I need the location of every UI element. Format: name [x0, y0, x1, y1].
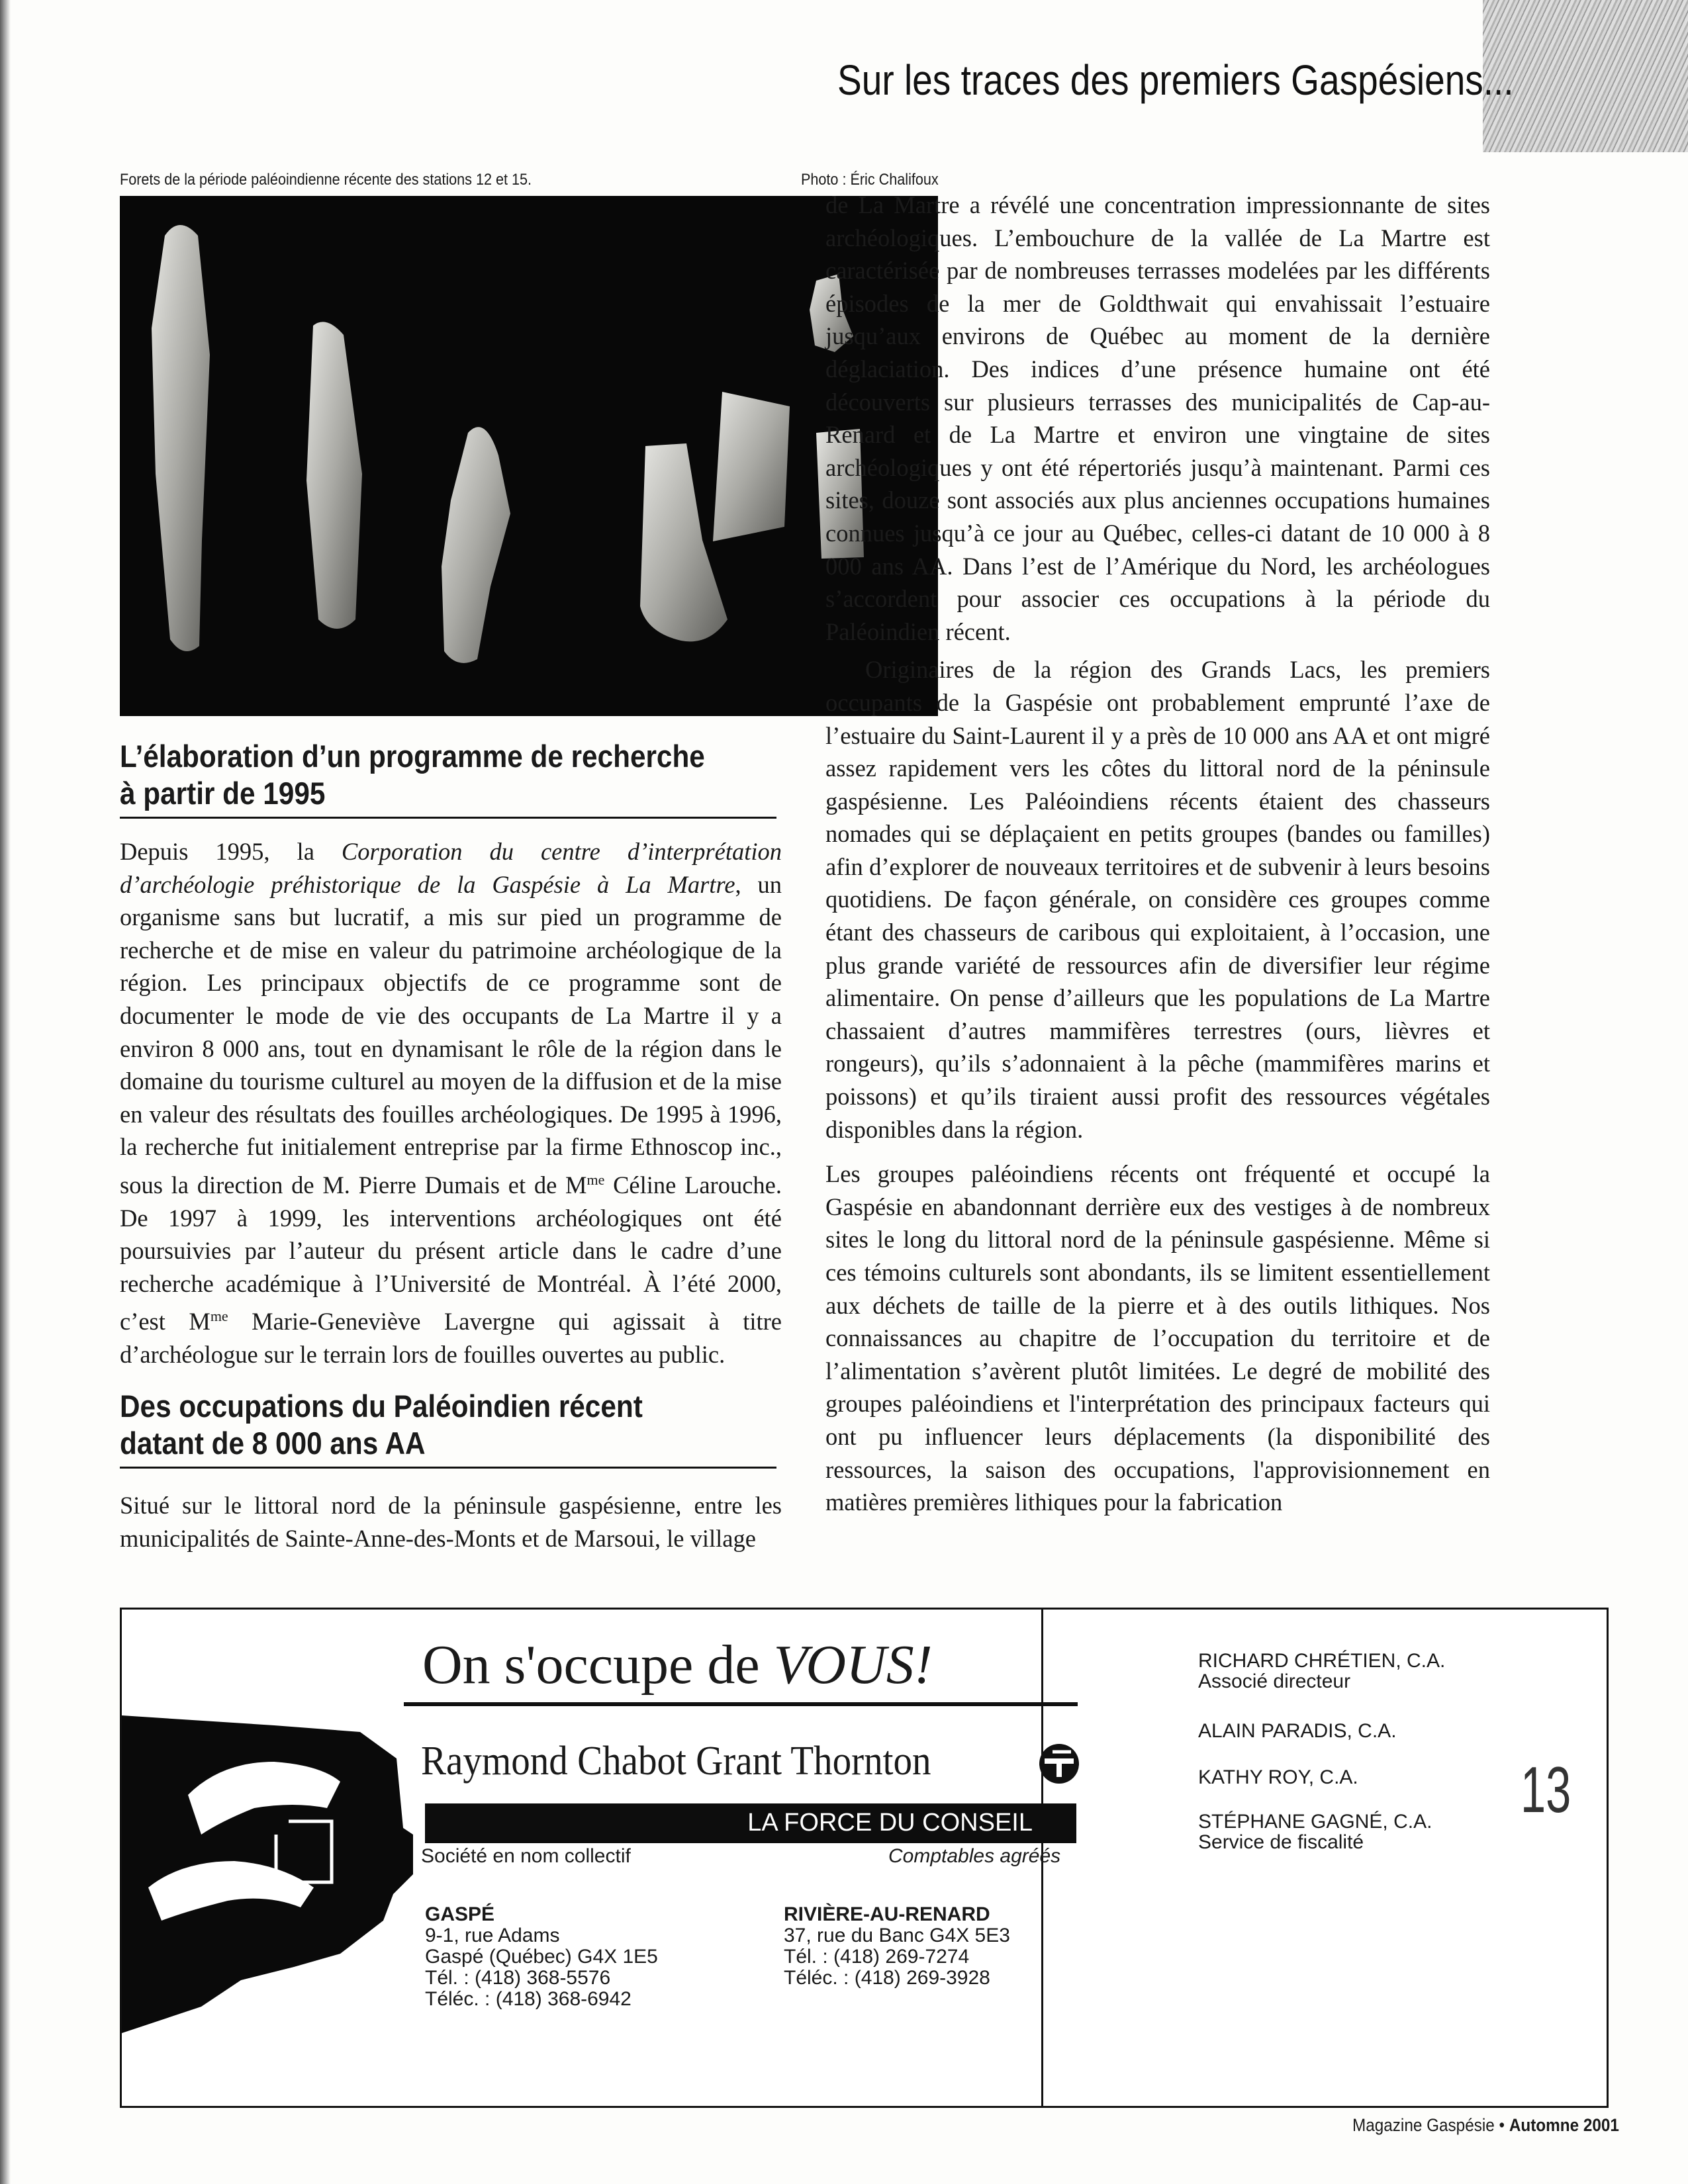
society-label: Société en nom collectif: [421, 1845, 631, 1867]
section-heading-2: Des occupations du Paléoindien récent datant de 8 000 ans AA: [120, 1388, 643, 1461]
office-gaspe: GASPÉ 9-1, rue Adams Gaspé (Québec) G4X 1E5 Tél. : (418) 368-5576 Téléc. : (418) 368-6942: [425, 1903, 658, 2010]
photo-credit: Photo : Éric Chalifoux: [801, 171, 939, 189]
blade-tool-2: [306, 322, 362, 629]
tagline-bar: LA FORCE DU CONSEIL: [425, 1803, 1076, 1843]
paragraph: Originaires de la région des Grands Lacs, les premiers occupants de la Gaspésie ont probablement emprunté l’axe de l’estuaire du Saint-Laurent il y a près de 10 000 ans AA et ont migré assez rapidement vers les côtes du littoral nord de la péninsule gaspésienne. Les Paléoindiens récents étaient des chasseurs nomades qui se déplaçaient en petits groupes (bandes ou familles) afin d’explorer de nouveaux territoires et de subvenir à leurs besoins quotidiens. De façon générale, on considère ces groupes comme étant des chasseurs de caribous qui exploitaient, à l’occasion, une plus grande variété de ressources afin de diversifier leur régime alimentaire. On pense d’ailleurs que les populations de La Martre chassaient d’autres mammifères terrestres (ours, lièvres et rongeurs), qu’ils s’adonnaient à la pêche (mammifères marins et poissons) et qu’ils tiraient aussi profit des ressources végétales disponibles dans la région.: [825, 656, 1490, 1143]
blade-tool-1: [152, 225, 210, 651]
accountants-label: Comptables agréés: [888, 1845, 1061, 1867]
page-footer: Magazine Gaspésie • Automne 2001: [1352, 2115, 1619, 2135]
article-left-column: [120, 835, 782, 1371]
article-right-column: [825, 189, 1490, 1519]
heading-rule: [120, 1467, 776, 1469]
ad-rule: [404, 1702, 1078, 1706]
paragraph: Depuis 1995, la Corporation du centre d’interprétation d’archéologie préhistorique de la Gaspésie à La Martre, un organisme sans but lucratif, a mis sur pied un programme de recherche et de mise en valeur du patrimoine archéologique de la région. Les principaux objectifs de ce programme sont de documenter le mode de vie des occupants de La Martre il y a environ 8 000 ans, tout en dynamisant le rôle de la région dans le domaine du tourisme culturel au moyen de la diffusion et de la mise en valeur des résultats des fouilles archéologiques. De 1995 à 1996, la recherche fut initialement entreprise par la firme Ethnoscop inc., sous la direction de M. Pierre Dumais et de $M^{me}$ Céline Larouche. De 1997 à 1999, les interventions archéologiques ont été poursuivies par l’auteur du présent article dans le cadre d’une recherche académique à l’Université de Montréal. À l’été 2000, c’est $M^{me}$ Marie-Geneviève Lavergne qui agissait à titre d’archéologue sur le terrain lors de fouilles ouvertes au public.: [120, 838, 782, 1369]
office-riviere-au-renard: RIVIÈRE-AU-RENARD 37, rue du Banc G4X 5E3 Tél. : (418) 269-7274 Téléc. : (418) 269-3928: [784, 1903, 1010, 1989]
blade-tool-3: [442, 427, 510, 663]
partner-entry: ALAIN PARADIS, C.A.: [1198, 1720, 1397, 1742]
firm-name: Raymond Chabot Grant Thornton: [421, 1739, 931, 1784]
paragraph: de La Martre a révélé une concentration impressionnante de sites archéologiques. L’embouchure de la vallée de La Martre est caractérisée par de nombreuses terrasses modelées par les différents épisodes de la mer de Goldthwait qui envahissait l’estuaire jusqu’aux environs de Québec au moment de la dernière déglaciation. Des indices d’une présence humaine ont été découverts sur plusieurs terrasses des municipalités de Cap-au-Renard et de La Martre et environ une vingtaine de sites archéologiques y ont été répertoriés jusqu’à maintenant. Parmi ces sites, douze sont associés aux plus anciennes occupations humaines connues jusqu’à ce jour au Québec, celles-ci datant de 10 000 à 8 000 ans AA. Dans l’est de l’Amérique du Nord, les archéologues s’accordent pour associer ces occupations à la période du Paléoindien récent.: [825, 191, 1490, 645]
running-header: Sur les traces des premiers Gaspésiens...: [837, 56, 1514, 104]
partner-entry: STÉPHANE GAGNÉ, C.A. Service de fiscalité: [1198, 1811, 1432, 1853]
partner-entry: KATHY ROY, C.A.: [1198, 1766, 1358, 1788]
page-edge-shadow: [0, 0, 11, 2184]
firm-logo-icon: [1038, 1743, 1080, 1785]
page-number: 13: [1521, 1753, 1571, 1826]
paragraph: Les groupes paléoindiens récents ont fréquenté et occupé la Gaspésie en abandonnant derrière eux des vestiges à de nombreux sites le long du littoral nord de la péninsule gaspésienne. Même si ces témoins culturels sont abondants, ils se limitent essentiellement aux déchets de taille de la pierre et à des outils lithiques. Nos connaissances au chapitre de l’occupation du territoire et de l’alimentation s’avèrent plutôt limitées. Le degré de mobilité des groupes paléoindiens et l'interprétation des principaux facteurs qui ont pu influencer leurs déplacements (la disponibilité des ressources, la saison des occupations, l'approvisionnement en matières premières lithiques pour la fabrication: [825, 1160, 1490, 1516]
photo-caption: Forets de la période paléoindienne récente des stations 12 et 15.: [120, 171, 532, 189]
heading-rule: [120, 817, 776, 819]
partner-entry: RICHARD CHRÉTIEN, C.A. Associé directeur: [1198, 1650, 1446, 1692]
paragraph: Situé sur le littoral nord de la péninsule gaspésienne, entre les municipalités de Sainte-Anne-des-Monts et de Marsoui, le village: [120, 1492, 782, 1552]
stone-tools-photo: [120, 196, 938, 716]
hand-illustration: [122, 1610, 466, 2108]
blade-tool-5: [713, 392, 790, 541]
blade-tool-4: [640, 443, 727, 641]
section-heading-1: L’élaboration d’un programme de recherche à partir de 1995: [120, 739, 705, 811]
ad-slogan: On s'occupe de VOUS!: [422, 1634, 933, 1696]
